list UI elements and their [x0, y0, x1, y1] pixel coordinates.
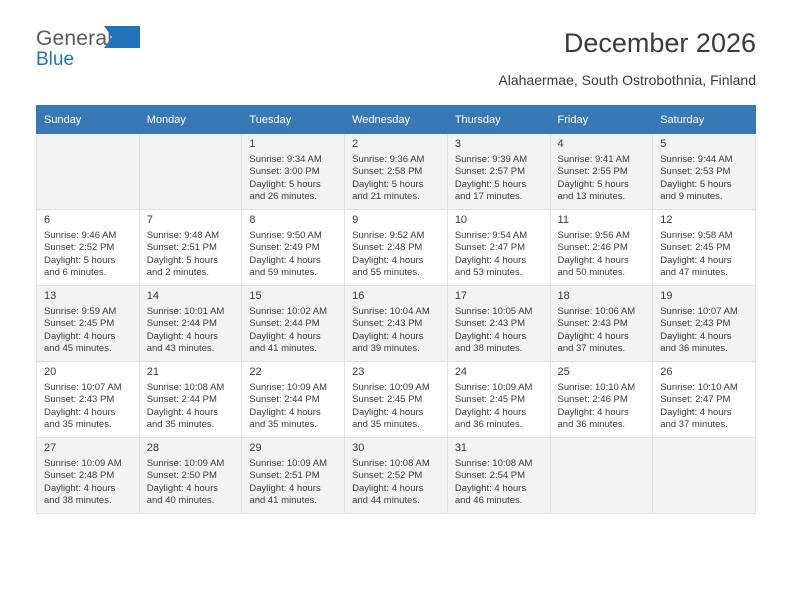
day-number: 6	[44, 214, 51, 226]
calendar-week-row	[37, 438, 756, 514]
day-info-line: Daylight: 4 hours	[660, 406, 732, 418]
calendar-day-cell[interactable]	[345, 210, 448, 286]
day-cell-content	[242, 286, 344, 356]
day-info-line: and 36 minutes.	[454, 419, 523, 431]
day-info-line: Sunset: 2:45 PM	[454, 394, 526, 406]
calendar-week-row	[37, 134, 756, 210]
day-info-line: Sunrise: 10:09 AM	[249, 382, 328, 393]
day-info-line: and 50 minutes.	[557, 267, 626, 279]
day-info-line: Daylight: 4 hours	[44, 330, 116, 342]
day-cell-content	[653, 134, 755, 204]
day-sun-info	[558, 154, 647, 204]
day-info-line: and 40 minutes.	[146, 495, 215, 507]
day-info-line: Daylight: 4 hours	[146, 406, 218, 418]
weekday-header-friday: Friday	[550, 106, 653, 134]
day-cell-content	[345, 134, 447, 204]
day-sun-info	[455, 382, 544, 432]
day-info-line: Sunset: 2:57 PM	[454, 166, 526, 178]
day-cell-content	[653, 286, 755, 356]
day-number: 9	[352, 214, 359, 226]
day-cell-content	[37, 362, 139, 432]
day-info-line: Daylight: 5 hours	[44, 254, 116, 266]
calendar-day-cell[interactable]	[345, 286, 448, 362]
day-cell-content	[37, 210, 139, 280]
day-info-line: Daylight: 5 hours	[660, 178, 732, 190]
day-info-line: Daylight: 5 hours	[249, 178, 321, 190]
day-info-line: and 36 minutes.	[660, 343, 728, 355]
day-info-line: Sunset: 2:53 PM	[660, 166, 731, 178]
day-number: 20	[44, 366, 57, 378]
day-info-line: Sunset: 2:43 PM	[352, 318, 423, 330]
calendar-day-cell[interactable]	[139, 210, 242, 286]
calendar-day-cell[interactable]	[550, 362, 653, 438]
day-sun-info	[455, 230, 544, 280]
day-info-line: Daylight: 4 hours	[557, 330, 629, 342]
calendar-day-cell[interactable]	[447, 134, 550, 210]
day-info-line: and 37 minutes.	[557, 343, 626, 355]
day-info-line: Sunset: 2:44 PM	[249, 318, 320, 330]
calendar-day-cell[interactable]	[37, 438, 140, 514]
day-sun-info	[352, 458, 441, 508]
calendar-day-cell[interactable]	[550, 286, 653, 362]
day-sun-info	[558, 230, 647, 280]
day-info-line: and 35 minutes.	[249, 419, 318, 431]
day-info-line: Sunrise: 10:08 AM	[352, 458, 430, 469]
day-number: 21	[146, 366, 159, 378]
brand-name-blue: Blue	[36, 49, 75, 70]
day-info-line: Sunset: 2:52 PM	[352, 470, 423, 482]
day-sun-info	[249, 382, 338, 432]
weekday-header-tuesday: Tuesday	[242, 106, 345, 134]
day-sun-info	[249, 154, 338, 204]
day-number: 15	[249, 290, 262, 302]
day-number: 28	[146, 442, 159, 454]
day-info-line: Sunrise: 9:44 AM	[660, 154, 733, 165]
day-info-line: Daylight: 4 hours	[249, 330, 321, 342]
weekday-header-wednesday: Wednesday	[345, 106, 448, 134]
day-info-line: Sunrise: 9:58 AM	[660, 230, 733, 241]
day-number: 25	[557, 366, 570, 378]
day-sun-info	[147, 306, 236, 356]
day-sun-info	[44, 382, 133, 432]
day-number: 31	[454, 442, 468, 454]
day-cell-content	[448, 286, 550, 356]
day-info-line: Daylight: 5 hours	[454, 178, 527, 190]
calendar-week-row	[37, 362, 756, 438]
calendar-day-cell[interactable]	[139, 362, 242, 438]
day-info-line: Daylight: 4 hours	[44, 482, 116, 494]
calendar-day-cell[interactable]	[550, 134, 653, 210]
day-info-line: Sunrise: 10:07 AM	[660, 306, 738, 317]
day-sun-info	[558, 382, 647, 432]
day-info-line: Sunset: 2:45 PM	[44, 318, 115, 330]
day-info-line: Daylight: 4 hours	[249, 482, 321, 494]
day-info-line: and 6 minutes.	[44, 267, 107, 279]
day-cell-content	[345, 286, 447, 356]
day-info-line: Sunrise: 10:10 AM	[557, 382, 636, 393]
day-info-line: Sunset: 2:48 PM	[44, 470, 115, 482]
day-info-line: and 53 minutes.	[454, 267, 523, 279]
day-info-line: Sunrise: 9:46 AM	[44, 230, 117, 241]
calendar-week-row	[37, 210, 756, 286]
day-info-line: Sunset: 2:43 PM	[454, 318, 526, 330]
day-info-line: Daylight: 4 hours	[352, 254, 424, 266]
day-number: 10	[454, 214, 468, 226]
day-info-line: Daylight: 5 hours	[557, 178, 629, 190]
calendar-day-cell[interactable]	[345, 362, 448, 438]
day-info-line: Sunset: 2:43 PM	[660, 318, 731, 330]
day-sun-info	[249, 306, 338, 356]
day-sun-info	[352, 230, 441, 280]
day-number: 14	[146, 290, 159, 302]
weekday-header-thursday: Thursday	[447, 106, 550, 134]
day-sun-info	[249, 458, 338, 508]
day-info-line: Sunrise: 9:56 AM	[557, 230, 630, 241]
day-info-line: Daylight: 4 hours	[146, 330, 218, 342]
day-info-line: Sunrise: 9:36 AM	[352, 154, 425, 165]
day-cell-content	[242, 362, 344, 432]
weekday-header-sunday: Sunday	[37, 106, 140, 134]
day-info-line: Sunrise: 10:07 AM	[44, 382, 122, 393]
calendar-day-cell[interactable]	[345, 134, 448, 210]
calendar-day-cell[interactable]	[447, 438, 550, 514]
day-info-line: and 35 minutes.	[146, 419, 215, 431]
day-number: 17	[454, 290, 468, 302]
calendar-day-cell[interactable]	[139, 438, 242, 514]
day-sun-info	[558, 306, 647, 356]
calendar-day-cell[interactable]	[37, 286, 140, 362]
calendar-day-cell[interactable]	[653, 286, 756, 362]
day-info-line: and 45 minutes.	[44, 343, 112, 355]
day-cell-content	[551, 362, 653, 432]
day-info-line: Sunset: 2:49 PM	[249, 242, 320, 254]
day-info-line: and 13 minutes.	[557, 191, 626, 203]
day-info-line: Sunrise: 9:52 AM	[352, 230, 425, 241]
day-sun-info	[455, 154, 544, 204]
day-info-line: Daylight: 5 hours	[352, 178, 424, 190]
calendar-day-cell[interactable]	[447, 362, 550, 438]
day-number: 16	[352, 290, 365, 302]
day-info-line: and 44 minutes.	[352, 495, 420, 507]
day-info-line: and 35 minutes.	[44, 419, 112, 431]
day-info-line: and 41 minutes.	[249, 495, 318, 507]
day-number: 13	[44, 290, 57, 302]
day-number: 30	[352, 442, 365, 454]
day-info-line: Sunrise: 10:04 AM	[352, 306, 430, 317]
day-info-line: Daylight: 4 hours	[454, 406, 527, 418]
day-info-line: Daylight: 5 hours	[146, 254, 218, 266]
day-number: 3	[454, 138, 461, 150]
day-cell-content	[242, 438, 344, 508]
day-info-line: Daylight: 4 hours	[44, 406, 116, 418]
day-info-line: Sunrise: 9:39 AM	[454, 154, 528, 165]
day-cell-content	[345, 438, 447, 508]
day-info-line: Daylight: 4 hours	[454, 330, 527, 342]
calendar-day-cell[interactable]	[653, 134, 756, 210]
day-info-line: and 21 minutes.	[352, 191, 420, 203]
day-sun-info	[660, 306, 749, 356]
day-number: 27	[44, 442, 57, 454]
day-info-line: Sunset: 2:54 PM	[454, 470, 526, 482]
day-info-line: Sunset: 2:44 PM	[249, 394, 320, 406]
day-number: 29	[249, 442, 262, 454]
day-info-line: Sunset: 3:00 PM	[249, 166, 320, 178]
day-cell-content	[448, 362, 550, 432]
day-info-line: Daylight: 4 hours	[454, 254, 527, 266]
day-info-line: and 38 minutes.	[44, 495, 112, 507]
day-cell-content	[345, 210, 447, 280]
day-info-line: and 39 minutes.	[352, 343, 420, 355]
calendar-day-cell[interactable]	[447, 210, 550, 286]
day-info-line: Sunrise: 10:08 AM	[146, 382, 225, 393]
day-info-line: Sunset: 2:47 PM	[660, 394, 731, 406]
day-info-line: Sunset: 2:46 PM	[557, 394, 628, 406]
day-info-line: Sunset: 2:43 PM	[557, 318, 628, 330]
day-info-line: and 59 minutes.	[249, 267, 318, 279]
weekday-header-monday: Monday	[139, 106, 242, 134]
day-cell-content	[448, 210, 550, 280]
day-cell-content	[140, 362, 242, 432]
day-info-line: Sunrise: 10:09 AM	[44, 458, 122, 469]
day-cell-content	[37, 438, 139, 508]
day-info-line: and 43 minutes.	[146, 343, 215, 355]
day-sun-info	[249, 230, 338, 280]
calendar-day-cell[interactable]	[242, 438, 345, 514]
day-info-line: Daylight: 4 hours	[352, 330, 424, 342]
day-info-line: and 55 minutes.	[352, 267, 420, 279]
day-number: 5	[660, 138, 667, 150]
calendar-week-row	[37, 286, 756, 362]
calendar-day-cell[interactable]	[653, 362, 756, 438]
day-number: 23	[352, 366, 365, 378]
day-sun-info	[44, 458, 133, 508]
day-sun-info	[147, 382, 236, 432]
day-info-line: Daylight: 4 hours	[146, 482, 218, 494]
day-number: 4	[557, 138, 564, 150]
day-cell-content	[653, 362, 755, 432]
calendar-header-row	[37, 106, 756, 134]
day-info-line: Sunset: 2:51 PM	[249, 470, 320, 482]
day-info-line: Daylight: 4 hours	[557, 254, 629, 266]
day-info-line: Sunrise: 10:10 AM	[660, 382, 738, 393]
day-info-line: Sunrise: 10:01 AM	[146, 306, 225, 317]
day-info-line: Sunset: 2:43 PM	[44, 394, 115, 406]
day-sun-info	[352, 306, 441, 356]
day-cell-content	[345, 362, 447, 432]
day-info-line: Sunset: 2:47 PM	[454, 242, 526, 254]
day-info-line: Sunset: 2:58 PM	[352, 166, 423, 178]
day-sun-info	[455, 306, 544, 356]
day-number: 18	[557, 290, 570, 302]
day-number: 1	[249, 138, 256, 150]
day-info-line: Daylight: 4 hours	[249, 254, 321, 266]
day-info-line: Sunrise: 10:08 AM	[454, 458, 533, 469]
day-info-line: Daylight: 4 hours	[660, 330, 732, 342]
day-sun-info	[455, 458, 544, 508]
day-info-line: Sunrise: 10:09 AM	[249, 458, 328, 469]
day-cell-content	[448, 134, 550, 204]
day-info-line: Sunset: 2:46 PM	[557, 242, 628, 254]
day-sun-info	[660, 382, 749, 432]
day-info-line: Sunset: 2:52 PM	[44, 242, 115, 254]
day-info-line: Sunset: 2:44 PM	[146, 318, 217, 330]
day-number: 22	[249, 366, 262, 378]
weekday-header-saturday: Saturday	[653, 106, 756, 134]
day-sun-info	[660, 230, 749, 280]
calendar-day-cell[interactable]	[447, 286, 550, 362]
day-number: 2	[352, 138, 359, 150]
day-info-line: and 17 minutes.	[454, 191, 523, 203]
day-sun-info	[147, 458, 236, 508]
calendar-day-cell[interactable]	[242, 134, 345, 210]
day-cell-content	[551, 286, 653, 356]
day-info-line: Sunrise: 10:09 AM	[146, 458, 225, 469]
day-info-line: Sunset: 2:50 PM	[146, 470, 217, 482]
calendar-empty-cell	[37, 134, 140, 210]
day-info-line: Sunrise: 10:05 AM	[454, 306, 533, 317]
day-cell-content	[140, 286, 242, 356]
day-info-line: and 38 minutes.	[454, 343, 523, 355]
brand-name-general: General	[36, 27, 113, 50]
day-info-line: and 26 minutes.	[249, 191, 318, 203]
day-number: 8	[249, 214, 256, 226]
page-subtitle-location: Alahaermae, South Ostrobothnia, Finland	[498, 72, 756, 88]
day-sun-info	[44, 230, 133, 280]
day-cell-content	[242, 210, 344, 280]
calendar-table	[36, 105, 756, 514]
day-info-line: Daylight: 4 hours	[660, 254, 732, 266]
day-number: 26	[660, 366, 673, 378]
calendar-day-cell[interactable]	[37, 210, 140, 286]
day-info-line: Sunrise: 9:48 AM	[146, 230, 220, 241]
day-info-line: Daylight: 4 hours	[249, 406, 321, 418]
calendar-day-cell[interactable]	[242, 210, 345, 286]
day-info-line: Daylight: 4 hours	[352, 482, 424, 494]
calendar-day-cell[interactable]	[139, 286, 242, 362]
day-info-line: and 9 minutes.	[660, 191, 723, 203]
day-info-line: Sunrise: 9:59 AM	[44, 306, 117, 317]
calendar-day-cell[interactable]	[242, 362, 345, 438]
brand-logo[interactable]	[36, 28, 236, 74]
day-cell-content	[551, 134, 653, 204]
calendar-day-cell[interactable]	[550, 210, 653, 286]
day-number: 7	[146, 214, 153, 226]
day-info-line: Sunset: 2:55 PM	[557, 166, 628, 178]
day-info-line: and 2 minutes.	[146, 267, 210, 279]
day-number: 12	[660, 214, 673, 226]
day-cell-content	[448, 438, 550, 508]
day-cell-content	[551, 210, 653, 280]
day-info-line: Sunrise: 9:50 AM	[249, 230, 322, 241]
day-info-line: and 47 minutes.	[660, 267, 728, 279]
day-cell-content	[242, 134, 344, 204]
day-info-line: Sunset: 2:44 PM	[146, 394, 217, 406]
day-info-line: Sunrise: 10:09 AM	[352, 382, 430, 393]
day-info-line: and 46 minutes.	[454, 495, 523, 507]
day-cell-content	[653, 210, 755, 280]
day-info-line: Daylight: 4 hours	[557, 406, 629, 418]
day-sun-info	[352, 382, 441, 432]
day-info-line: Sunset: 2:45 PM	[660, 242, 731, 254]
day-info-line: Sunrise: 9:41 AM	[557, 154, 630, 165]
day-cell-content	[140, 438, 242, 508]
day-info-line: and 37 minutes.	[660, 419, 728, 431]
page-header	[36, 0, 756, 88]
day-info-line: Sunrise: 10:02 AM	[249, 306, 328, 317]
day-info-line: and 36 minutes.	[557, 419, 626, 431]
day-info-line: and 41 minutes.	[249, 343, 318, 355]
calendar-day-cell[interactable]	[37, 362, 140, 438]
day-info-line: Sunset: 2:51 PM	[146, 242, 217, 254]
calendar-body	[37, 134, 756, 514]
day-info-line: Sunset: 2:48 PM	[352, 242, 423, 254]
day-info-line: Sunrise: 10:09 AM	[454, 382, 533, 393]
day-cell-content	[37, 286, 139, 356]
day-info-line: Sunrise: 9:54 AM	[454, 230, 528, 241]
day-info-line: Sunrise: 9:34 AM	[249, 154, 322, 165]
day-sun-info	[352, 154, 441, 204]
day-number: 24	[454, 366, 468, 378]
page-title: December 2026	[563, 28, 756, 58]
day-info-line: and 35 minutes.	[352, 419, 420, 431]
day-cell-content	[140, 210, 242, 280]
day-sun-info	[44, 306, 133, 356]
day-number: 11	[557, 214, 569, 226]
day-info-line: Sunset: 2:45 PM	[352, 394, 423, 406]
calendar-day-cell[interactable]	[653, 210, 756, 286]
day-info-line: Daylight: 4 hours	[352, 406, 424, 418]
day-number: 19	[660, 290, 673, 302]
calendar-empty-cell	[139, 134, 242, 210]
calendar-day-cell[interactable]	[345, 438, 448, 514]
day-info-line: Sunrise: 10:06 AM	[557, 306, 636, 317]
calendar-day-cell[interactable]	[242, 286, 345, 362]
day-info-line: Daylight: 4 hours	[454, 482, 527, 494]
day-sun-info	[660, 154, 749, 204]
day-sun-info	[147, 230, 236, 280]
calendar-empty-cell	[653, 438, 756, 514]
calendar-empty-cell	[550, 438, 653, 514]
